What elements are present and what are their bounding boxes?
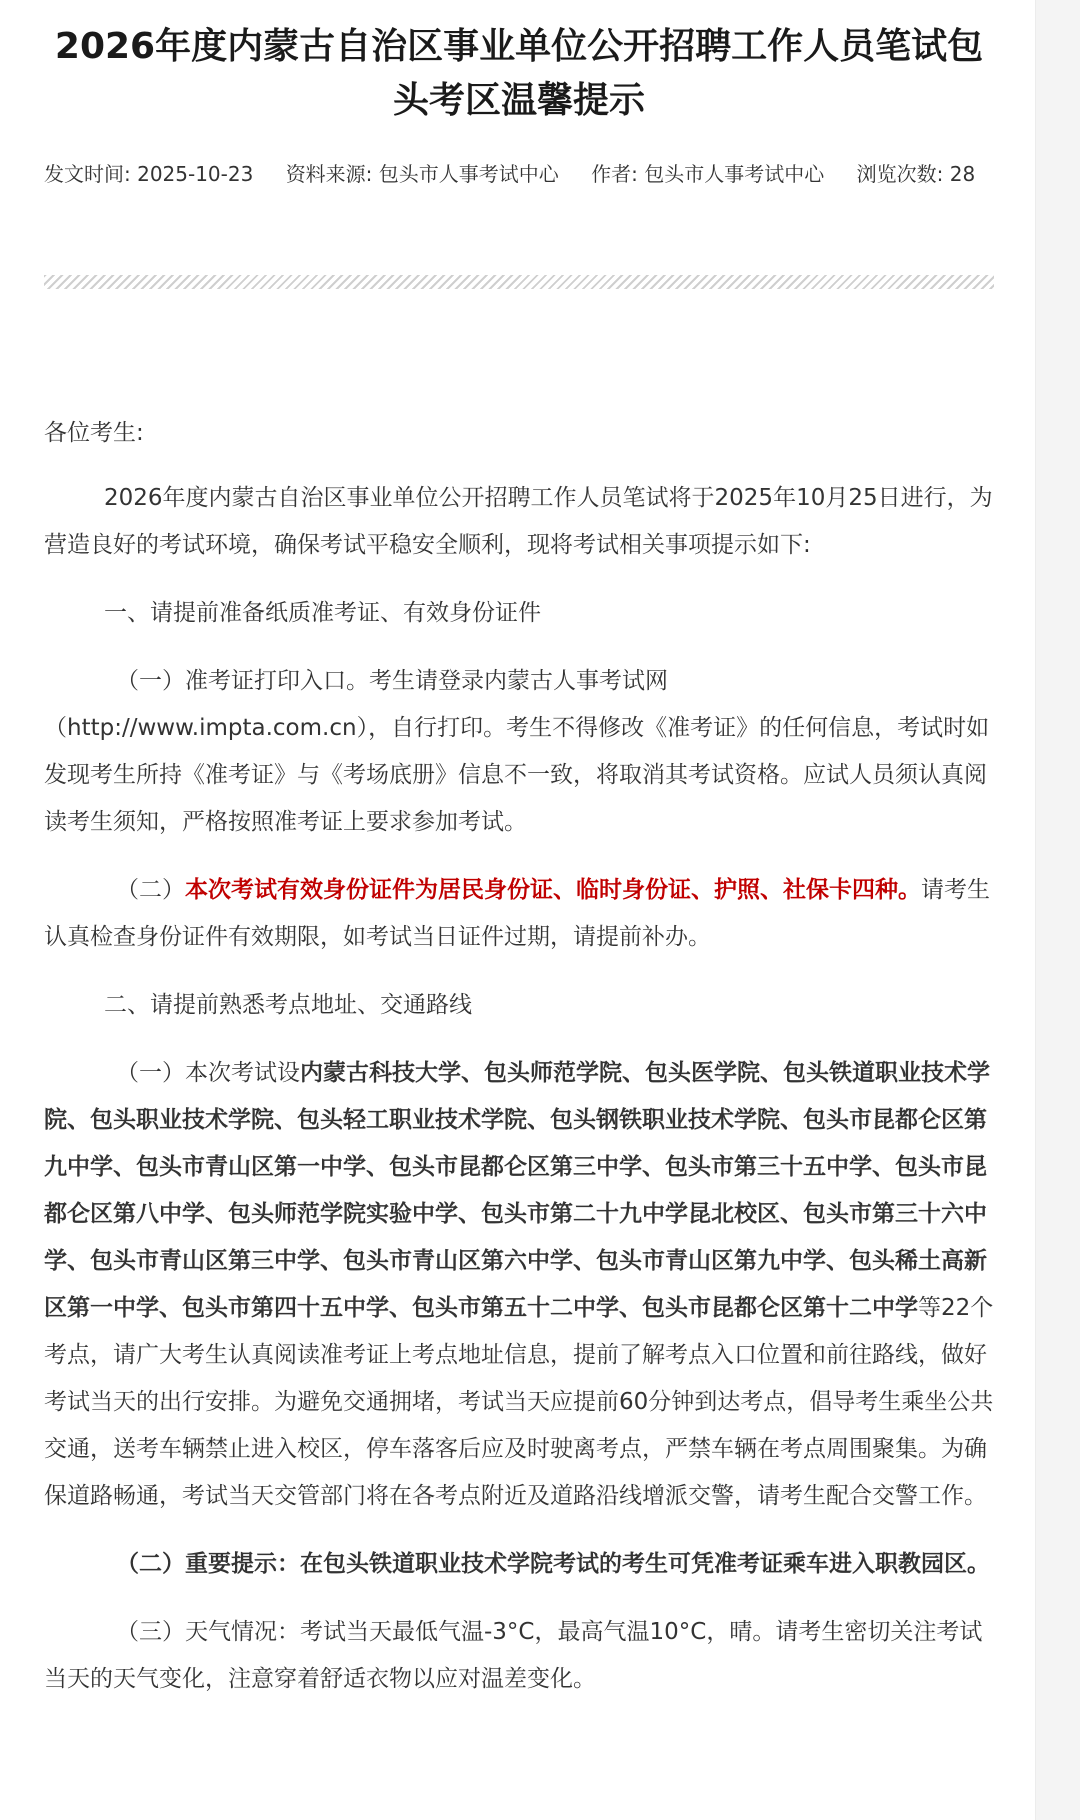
id-documents-highlight: 本次考试有效身份证件为居民身份证、临时身份证、护照、社保卡四种。 bbox=[185, 877, 921, 903]
section1-item2-prefix: （二） bbox=[116, 877, 185, 903]
page-right-edge bbox=[1035, 0, 1080, 1820]
article-meta bbox=[44, 158, 994, 187]
section1-item2 bbox=[44, 867, 994, 961]
section2-item2: （二）重要提示：在包头铁道职业技术学院考试的考生可凭准考证乘车进入职教园区。 bbox=[116, 1551, 990, 1577]
section2-item1-rest: 等22个考点，请广大考生认真阅读准考证上考点地址信息，提前了解考点入口位置和前往路线，做好考试当天的出行安排。为避免交通拥堵，考试当天应提前60分钟到达考点，倡导考生乘坐公共交通，送考车辆禁止进入校区，停车落客后应及时驶离考点，严禁车辆在考点周围聚集。为确保道路畅通，考试当天交管部门将在各考点附近及道路沿线增派交警，请考生配合交警工作。 bbox=[44, 1295, 994, 1509]
exam-sites-list: 内蒙古科技大学、包头师范学院、包头医学院、包头铁道职业技术学院、包头职业技术学院、包头轻工职业技术学院、包头钢铁职业技术学院、包头市昆都仑区第九中学、包头市青山区第一中学、包头市昆都仑区第三中学、包头市第三十五中学、包头市昆都仑区第八中学、包头师范学院实验中学、包头市第二十九中学昆北校区、包头市第三十六中学、包头市青山区第三中学、包头市青山区第六中学、包头市青山区第九中学、包头稀土高新区第一中学、包头市第四十五中学、包头市第五十二中学、包头市昆都仑区第十二中学 bbox=[44, 1060, 990, 1321]
author: 作者: 包头市人事考试中心 bbox=[591, 162, 825, 186]
source: 资料来源: 包头市人事考试中心 bbox=[285, 162, 559, 186]
section2-item1-prefix: （一）本次考试设 bbox=[116, 1060, 300, 1086]
publish-date: 发文时间: 2025-10-23 bbox=[44, 162, 254, 186]
section1-item1: （一）准考证打印入口。考生请登录内蒙古人事考试网（http://www.impta.com.cn），自行打印。考生不得修改《准考证》的任何信息，考试时如发现考生所持《准考证》与《考场底册》信息不一致，将取消其考试资格。应试人员须认真阅读考生须知，严格按照准考证上要求参加考试。 bbox=[44, 668, 990, 835]
article-title: 2026年度内蒙古自治区事业单位公开招聘工作人员笔试包头考区温馨提示 bbox=[54, 26, 984, 121]
section2-item1 bbox=[44, 1050, 994, 1520]
section1-item2-rest: 请考生认真检查身份证件有效期限，如考试当日证件过期，请提前补办。 bbox=[44, 877, 990, 950]
section1-heading: 一、请提前准备纸质准考证、有效身份证件 bbox=[104, 600, 541, 626]
section2-heading: 二、请提前熟悉考点地址、交通路线 bbox=[104, 992, 472, 1018]
section2-item3: （三）天气情况：考试当天最低气温-3°C，最高气温10°C，晴。请考生密切关注考试当天的天气变化，注意穿着舒适衣物以应对温差变化。 bbox=[44, 1619, 983, 1692]
divider bbox=[44, 275, 994, 289]
article-body bbox=[44, 410, 994, 1724]
greeting: 各位考生: bbox=[44, 420, 144, 446]
intro-paragraph: 2026年度内蒙古自治区事业单位公开招聘工作人员笔试将于2025年10月25日进行，为营造良好的考试环境，确保考试平稳安全顺利，现将考试相关事项提示如下: bbox=[44, 485, 993, 558]
article bbox=[44, 0, 994, 1692]
view-count: 浏览次数: 28 bbox=[856, 162, 976, 186]
